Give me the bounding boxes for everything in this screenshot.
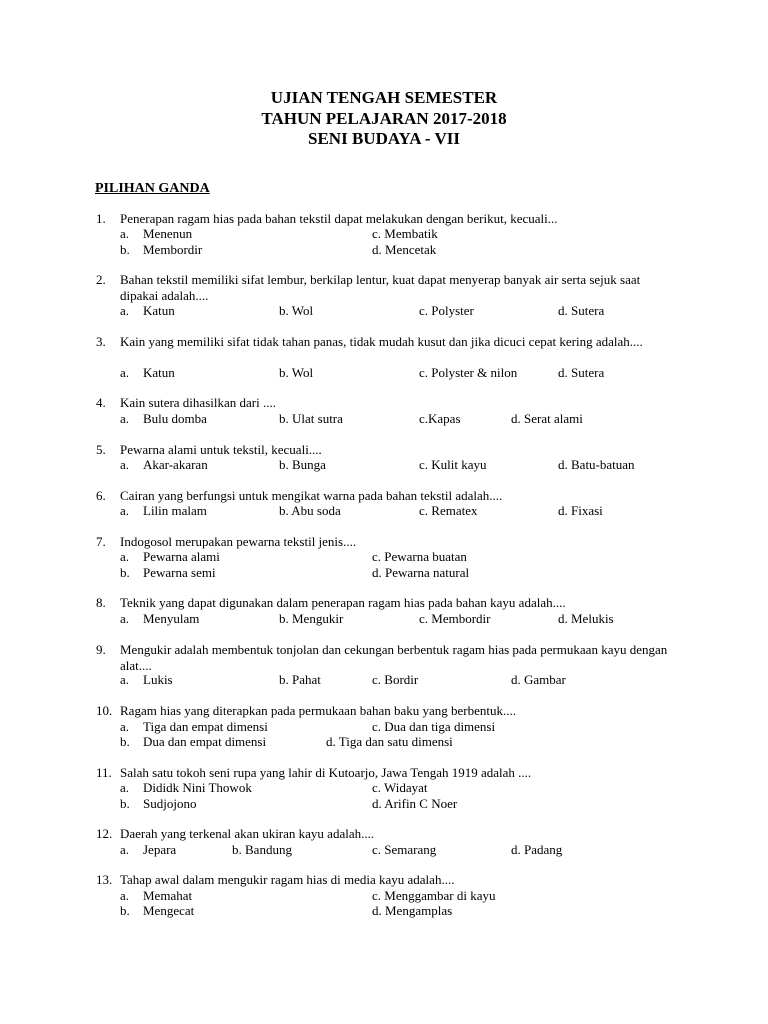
option-d: d. Pewarna natural (372, 565, 470, 580)
exam-title-line2: TAHUN PELAJARAN 2017-2018 (261, 109, 507, 128)
option-a: Bulu domba (143, 411, 207, 426)
question-number: 5. (96, 442, 106, 457)
option-label: a. (120, 365, 130, 380)
option-c: c. Kulit kayu (419, 457, 487, 472)
option-a: Menenun (143, 226, 193, 241)
option-b: Sudjojono (143, 796, 197, 811)
question-text: Tahap awal dalam mengukir ragam hias di media kayu adalah.... (120, 872, 455, 887)
option-a: Akar-akaran (143, 457, 208, 472)
option-d: d. Arifin C Noer (372, 796, 458, 811)
option-label: a. (120, 457, 130, 472)
option-c: c. Pewarna buatan (372, 549, 467, 564)
option-b: Membordir (143, 242, 203, 257)
option-c: c. Membordir (419, 611, 491, 626)
option-label: b. (120, 903, 130, 918)
option-label: a. (120, 842, 130, 857)
exam-title-line1: UJIAN TENGAH SEMESTER (270, 88, 498, 107)
option-c: c. Polyster & nilon (419, 365, 518, 380)
option-label: b. (120, 796, 130, 811)
option-d: d. Sutera (558, 303, 605, 318)
option-label: b. (120, 734, 130, 749)
option-c: c. Dua dan tiga dimensi (372, 719, 496, 734)
question-number: 7. (96, 534, 106, 549)
question-text: Daerah yang terkenal akan ukiran kayu adalah.... (120, 826, 375, 841)
option-c: c. Bordir (372, 672, 419, 687)
question-text: Kain yang memiliki sifat tidak tahan panas, tidak mudah kusut dan jika dicuci cepat kering adalah.... (120, 334, 643, 349)
option-d: d. Tiga dan satu dimensi (326, 734, 453, 749)
option-d: d. Padang (511, 842, 563, 857)
question-text: Indogosol merupakan pewarna tekstil jenis.... (120, 534, 357, 549)
option-b: b. Pahat (279, 672, 321, 687)
question-number: 8. (96, 595, 106, 610)
option-label: a. (120, 303, 130, 318)
option-d: d. Fixasi (558, 503, 603, 518)
option-a: Menyulam (143, 611, 200, 626)
option-a: Pewarna alami (143, 549, 220, 564)
question-number: 13. (96, 872, 113, 887)
option-b: b. Abu soda (279, 503, 341, 518)
exam-title-line3: SENI BUDAYA - VII (308, 129, 460, 148)
option-c: c. Menggambar di kayu (372, 888, 496, 903)
option-a: Memahat (143, 888, 193, 903)
option-c: c. Polyster (419, 303, 474, 318)
option-label: b. (120, 565, 130, 580)
question-text: Pewarna alami untuk tekstil, kecuali.... (120, 442, 322, 457)
question-text: Ragam hias yang diterapkan pada permukaan bahan baku yang berbentuk.... (120, 703, 516, 718)
option-b: b. Bandung (232, 842, 292, 857)
option-a: Lukis (143, 672, 173, 687)
option-a: Lilin malam (143, 503, 207, 518)
option-c: c. Rematex (419, 503, 478, 518)
question-number: 3. (96, 334, 106, 349)
option-c: c. Widayat (372, 780, 428, 795)
option-b: b. Bunga (279, 457, 326, 472)
option-d: d. Gambar (511, 672, 566, 687)
option-a: Dididk Nini Thowok (143, 780, 252, 795)
option-a: Katun (143, 303, 175, 318)
option-b: b. Ulat sutra (279, 411, 343, 426)
question-number: 4. (96, 395, 106, 410)
question-number: 9. (96, 642, 106, 657)
question-text: Penerapan ragam hias pada bahan tekstil dapat melakukan dengan berikut, kecuali... (120, 211, 558, 226)
option-b: b. Wol (279, 365, 314, 380)
option-label: a. (120, 226, 130, 241)
question-text: Teknik yang dapat digunakan dalam penerapan ragam hias pada bahan kayu adalah.... (120, 595, 566, 610)
section-title: PILIHAN GANDA (95, 181, 210, 196)
option-d: d. Serat alami (511, 411, 583, 426)
question-text: Cairan yang berfungsi untuk mengikat warna pada bahan tekstil adalah.... (120, 488, 503, 503)
option-label: a. (120, 503, 130, 518)
option-b: b. Mengukir (279, 611, 344, 626)
question-text: Bahan tekstil memiliki sifat lembur, berkilap lentur, kuat dapat menyerap banyak air serta sejuk saat dipakai adalah.... (120, 272, 641, 303)
option-d: d. Batu-batuan (558, 457, 635, 472)
option-label: a. (120, 888, 130, 903)
option-a: Tiga dan empat dimensi (143, 719, 268, 734)
question-text: Kain sutera dihasilkan dari .... (120, 395, 276, 410)
option-label: a. (120, 719, 130, 734)
question-number: 11. (96, 765, 112, 780)
option-b: Dua dan empat dimensi (143, 734, 267, 749)
option-d: d. Sutera (558, 365, 605, 380)
question-number: 12. (96, 826, 113, 841)
option-d: d. Mengamplas (372, 903, 453, 918)
option-label: a. (120, 549, 130, 564)
option-c: c.Kapas (419, 411, 461, 426)
option-label: b. (120, 242, 130, 257)
option-a: Katun (143, 365, 175, 380)
option-c: c. Semarang (372, 842, 437, 857)
option-d: d. Mencetak (372, 242, 437, 257)
question-number: 2. (96, 272, 106, 287)
option-d: d. Melukis (558, 611, 614, 626)
question-number: 1. (96, 211, 106, 226)
option-label: a. (120, 672, 130, 687)
option-b: b. Wol (279, 303, 314, 318)
option-label: a. (120, 411, 130, 426)
option-c: c. Membatik (372, 226, 438, 241)
option-a: Jepara (143, 842, 177, 857)
question-number: 10. (96, 703, 113, 718)
option-label: a. (120, 611, 130, 626)
question-number: 6. (96, 488, 106, 503)
option-b: Mengecat (143, 903, 195, 918)
option-label: a. (120, 780, 130, 795)
option-b: Pewarna semi (143, 565, 216, 580)
question-text: Salah satu tokoh seni rupa yang lahir di Kutoarjo, Jawa Tengah 1919 adalah .... (120, 765, 532, 780)
question-text: Mengukir adalah membentuk tonjolan dan cekungan berbentuk ragam hias pada permukaan kayu dengan alat.... (120, 642, 668, 673)
